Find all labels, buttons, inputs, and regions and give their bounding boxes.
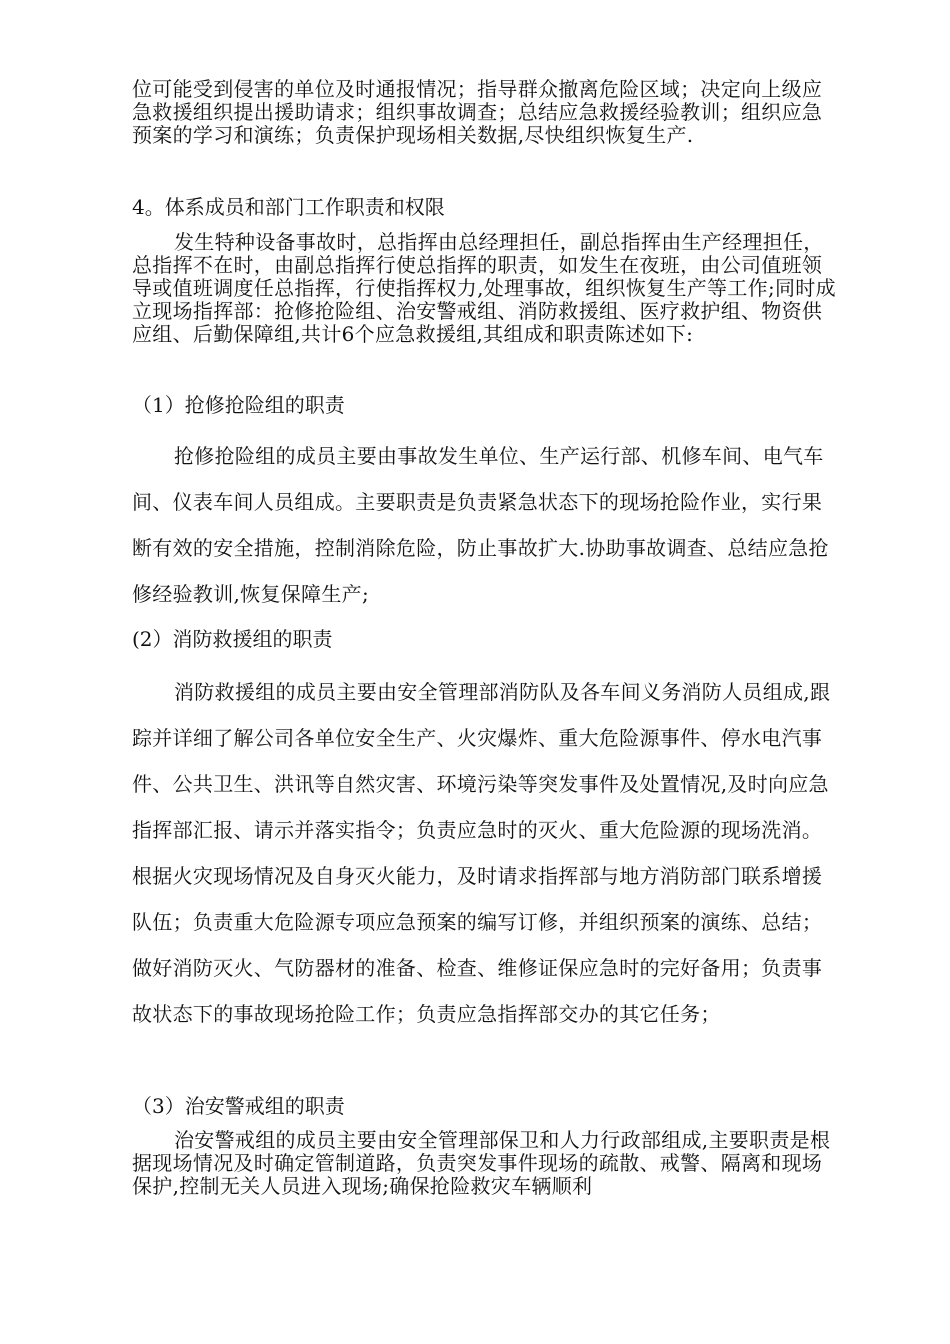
paragraph-intro: 位可能受到侵害的单位及时通报情况；指导群众撤离危险区域；决定向上级应急救援组织提出援助请求；组织事故调查；总结应急救援经验教训；组织应急预案的学习和演练；负责保护现场相关数据,尽快组织恢复生产. <box>132 77 823 147</box>
paragraph-subsection-3: 治安警戒组的成员主要由安全管理部保卫和人力行政部组成,主要职责是根据现场情况及时确定管制道路，负责突发事件现场的疏散、戒警、隔离和现场保护,控制无关人员进入现场;确保抢险救灾车辆顺利 <box>132 1128 831 1198</box>
subsection-2-title: (2）消防救援组的职责 <box>132 627 333 651</box>
paragraph-section-4: 发生特种设备事故时，总指挥由总经理担任，副总指挥由生产经理担任，总指挥不在时，由副总指挥行使总指挥的职责，如发生在夜班，由公司值班领导或值班调度任总指挥，行使指挥权力,处理事故，组织恢复生产等工作;同时成立现场指挥部：抢修抢险组、治安警戒组、消防救援组、医疗救护组、物资供应组、后勤保障组,共计6个应急救援组,其组成和职责陈述如下: <box>132 230 836 346</box>
paragraph-subsection-1: 抢修抢险组的成员主要由事故发生单位、生产运行部、机修车间、电气车间、仪表车间人员组成。主要职责是负责紧急状态下的现场抢险作业，实行果断有效的安全措施，控制消除危险，防止事故扩大.协助事故调查、总结应急抢修经验教训,恢复保障生产; <box>132 444 829 606</box>
subsection-1-title: （1）抢修抢险组的职责 <box>132 393 345 417</box>
subsection-3-title: （3）治安警戒组的职责 <box>132 1094 345 1118</box>
paragraph-subsection-2: 消防救援组的成员主要由安全管理部消防队及各车间义务消防人员组成,跟踪并详细了解公司各单位安全生产、火灾爆炸、重大危险源事件、停水电汽事件、公共卫生、洪讯等自然灾害、环境污染等突发事件及处置情况,及时向应急指挥部汇报、请示并落实指令；负责应急时的灭火、重大危险源的现场洗消。根据火灾现场情况及自身灭火能力，及时请求指挥部与地方消防部门联系增援队伍；负责重大危险源专项应急预案的编写订修，并组织预案的演练、总结；做好消防灭火、气防器材的准备、检查、维修证保应急时的完好备用；负责事故状态下的事故现场抢险工作；负责应急指挥部交办的其它任务； <box>132 680 831 1026</box>
section-4-title: 4。体系成员和部门工作职责和权限 <box>132 195 445 219</box>
